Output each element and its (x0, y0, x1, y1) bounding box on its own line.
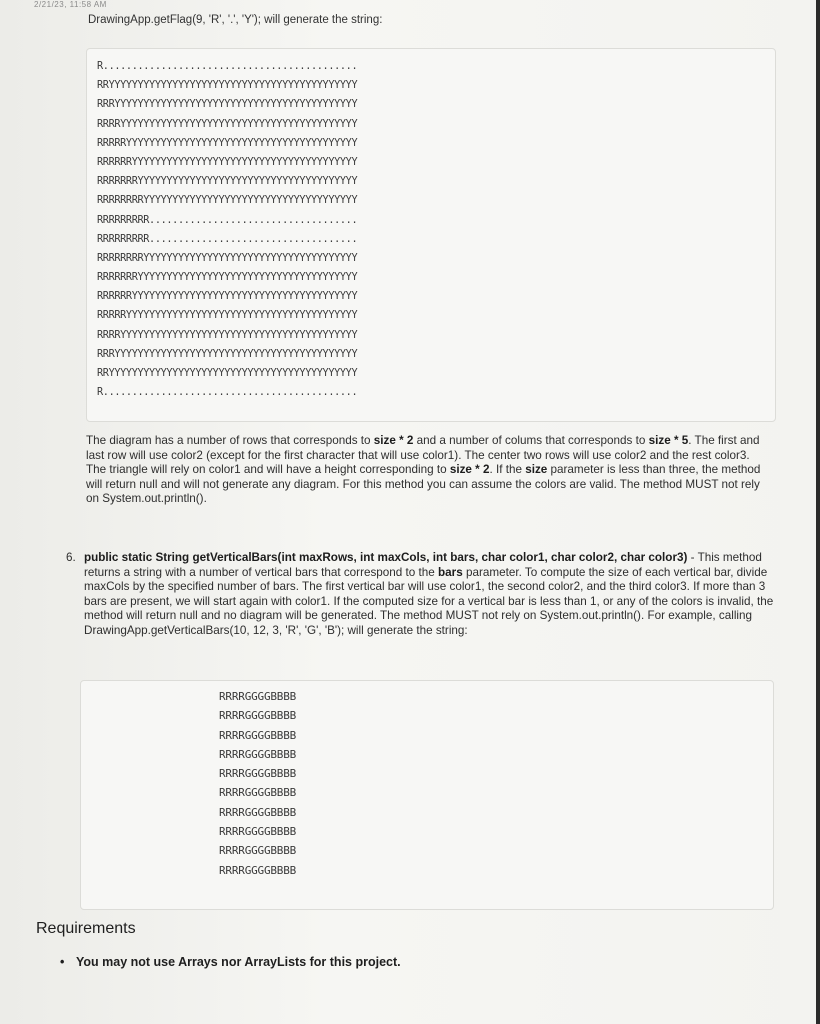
flag-line: R............................................ (97, 61, 358, 72)
flag-output-lines (97, 57, 357, 402)
flag-line: RRRRRRYYYYYYYYYYYYYYYYYYYYYYYYYYYYYYYYYYYYYYY (97, 156, 358, 168)
flag-line: RRRYYYYYYYYYYYYYYYYYYYYYYYYYYYYYYYYYYYYYYYYYY (97, 348, 358, 360)
text-run: - This method returns a string with a number of vertical bars that correspond to the (84, 551, 762, 579)
page-edge-shadow (816, 0, 820, 1024)
flag-line: RRRYYYYYYYYYYYYYYYYYYYYYYYYYYYYYYYYYYYYYYYYYY (97, 99, 358, 111)
text-run: The diagram has a number of rows that corresponds to (86, 434, 374, 447)
requirement-text: You may not use Arrays nor ArrayLists for this project. (76, 955, 401, 969)
flag-line: R............................................ (97, 387, 358, 399)
flag-line: RRRRYYYYYYYYYYYYYYYYYYYYYYYYYYYYYYYYYYYYYYYYY (97, 118, 358, 130)
flag-line: RRRRRRRYYYYYYYYYYYYYYYYYYYYYYYYYYYYYYYYYYYYYY (97, 272, 358, 284)
flag-line: RRRRRRYYYYYYYYYYYYYYYYYYYYYYYYYYYYYYYYYYYYYYY (97, 291, 358, 303)
bars-line: RRRRGGGGBBBB (219, 767, 297, 781)
bars-output-box (80, 680, 774, 910)
flag-line: RRRRRRRRR.................................... (97, 214, 358, 226)
text-run: parameter. To compute the size of each vertical bar, divide maxCols by the specified number of bars. The first vertical bar will use color1, the second color2, and the third color3. If more than 3 bars are present, we will start again with color1. If the computed size for a vertical bar is less than 1, or any of the colors is invalid, the method will return null and no diagram will be generated. The method MUST not rely on System.out.println(). For example, calling DrawingApp.getVerticalBars(10, 12, 3, 'R', 'G', 'B'); will generate the string: (84, 565, 774, 637)
list-item-body (84, 551, 778, 638)
flag-output-box (86, 48, 776, 422)
bars-line: RRRRGGGGBBBB (219, 844, 297, 858)
bars-line: RRRRGGGGBBBB (219, 805, 297, 819)
flag-line: RRRRRYYYYYYYYYYYYYYYYYYYYYYYYYYYYYYYYYYYYYYYY (97, 310, 358, 322)
bold-run: size * 2 (373, 434, 414, 447)
bars-line: RRRRGGGGBBBB (219, 825, 297, 839)
requirements-heading: Requirements (36, 920, 136, 937)
flag-line: RRRRRRRRYYYYYYYYYYYYYYYYYYYYYYYYYYYYYYYYYYYYY (97, 195, 358, 207)
requirement-item (60, 955, 401, 969)
flag-line: RRRRRYYYYYYYYYYYYYYYYYYYYYYYYYYYYYYYYYYYYYYYY (97, 137, 358, 149)
text-run: . The first and last row will use color2 (except for the first character that will use color1). The center two rows will use color2 and the rest color3. The triangle will rely on color1 and will have a height corresponding to (86, 434, 760, 476)
flag-line: RRYYYYYYYYYYYYYYYYYYYYYYYYYYYYYYYYYYYYYYYYYYY (97, 368, 358, 379)
print-timestamp: 2/21/23, 11:58 AM (34, 0, 107, 9)
text-run: . If the (489, 463, 526, 476)
flag-line: RRYYYYYYYYYYYYYYYYYYYYYYYYYYYYYYYYYYYYYYYYYYY (97, 80, 358, 92)
bold-run: size (525, 463, 548, 476)
flag-example-intro: DrawingApp.getFlag(9, 'R', '.', 'Y'); will generate the string: (88, 14, 383, 26)
flag-line: RRRRRRRYYYYYYYYYYYYYYYYYYYYYYYYYYYYYYYYYYYYYY (97, 176, 358, 188)
bars-output-lines (219, 687, 296, 880)
bold-run: size * 2 (449, 463, 490, 476)
flag-description (86, 434, 762, 507)
bars-line: RRRRGGGGBBBB (219, 709, 297, 723)
flag-line: RRRRRRRRR.................................... (97, 233, 358, 245)
list-number: 6. (66, 551, 76, 564)
bars-line: RRRRGGGGBBBB (219, 690, 297, 703)
text-run: and a number of colums that corresponds to (413, 434, 649, 447)
flag-line: RRRRRRRRYYYYYYYYYYYYYYYYYYYYYYYYYYYYYYYYYYYYY (97, 252, 358, 264)
bars-line: RRRRGGGGBBBB (219, 863, 297, 877)
bars-line: RRRRGGGGBBBB (219, 747, 297, 761)
bullet-icon: • (60, 955, 65, 969)
bold-run: size * 5 (648, 434, 689, 447)
method-signature: public static String getVerticalBars(int maxRows, int maxCols, int bars, char color1, char color2, char color3) (84, 551, 688, 564)
flag-line: RRRRYYYYYYYYYYYYYYYYYYYYYYYYYYYYYYYYYYYYYYYYY (97, 329, 358, 341)
bars-line: RRRRGGGGBBBB (219, 786, 297, 800)
bars-line: RRRRGGGGBBBB (219, 728, 297, 742)
bold-run: bars (438, 565, 463, 579)
text-run: parameter is less than three, the method will return null and will not generate any diagram. For this method you can assume the colors are valid. The method MUST not rely on System.out.println(). (86, 463, 761, 505)
